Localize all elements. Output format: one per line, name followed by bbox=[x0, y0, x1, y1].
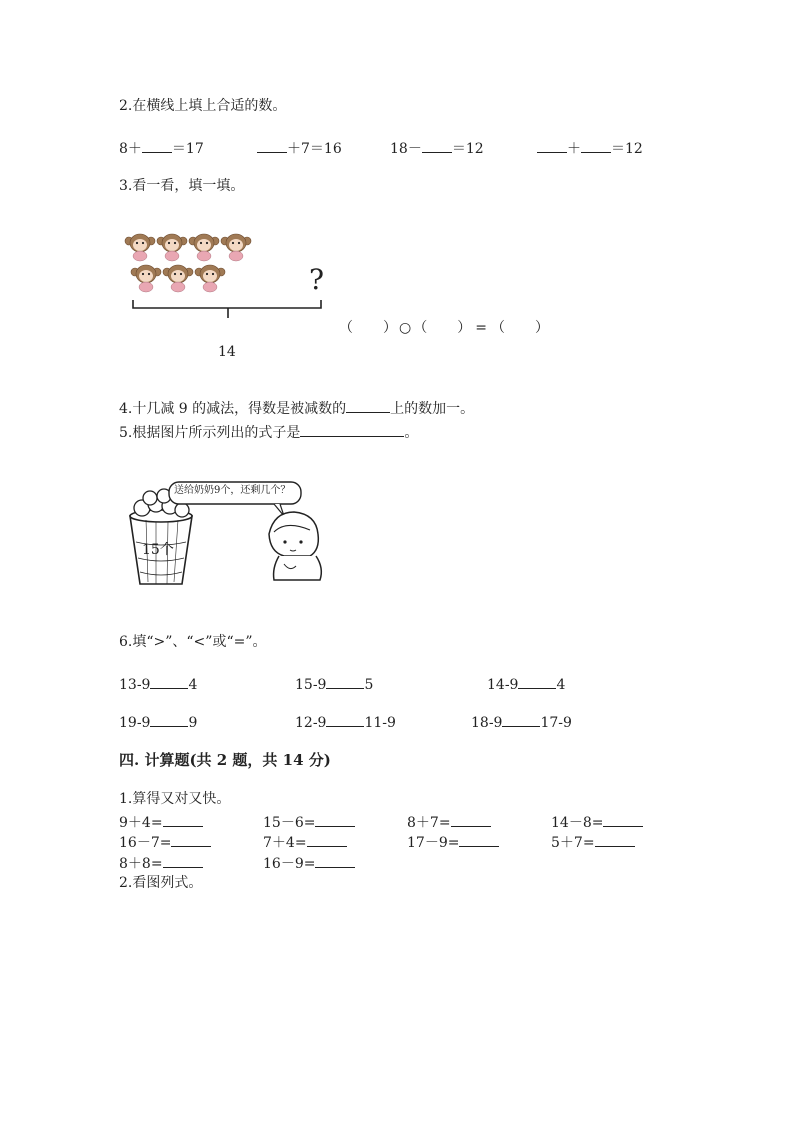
compare-left: 14-9 bbox=[487, 677, 519, 693]
compare-left: 19-9 bbox=[119, 715, 151, 731]
monkey-figure bbox=[157, 234, 187, 261]
calc-expression: 17－9= bbox=[407, 835, 460, 851]
compare-left: 15-9 bbox=[295, 677, 327, 693]
answer-blank[interactable] bbox=[163, 812, 203, 827]
q-last-title: 2.看图列式。 bbox=[119, 875, 203, 891]
calc-title: 1.算得又对又快。 bbox=[119, 791, 231, 807]
compare-item bbox=[487, 674, 565, 694]
calc-item bbox=[551, 832, 635, 852]
calc-expression: 8＋8= bbox=[119, 856, 163, 872]
q4-text: 4.十几减 9 的减法，得数是被减数的 bbox=[119, 401, 347, 417]
compare-right: 9 bbox=[188, 715, 198, 731]
q3-equation bbox=[339, 319, 549, 337]
paren-open: （ bbox=[339, 320, 353, 336]
answer-blank[interactable] bbox=[257, 138, 287, 153]
paren-open: （ bbox=[413, 320, 428, 336]
answer-blank[interactable] bbox=[518, 674, 556, 689]
paren-open: （ bbox=[490, 320, 505, 336]
monkey-figure bbox=[189, 234, 219, 261]
q2-item-4-mid: ＋ bbox=[567, 141, 581, 157]
q4-text-end: 上的数加一。 bbox=[390, 401, 475, 417]
answer-blank[interactable] bbox=[459, 832, 499, 847]
compare-item bbox=[295, 712, 396, 732]
calc-expression: 14－8= bbox=[551, 815, 604, 831]
q2-title: 2.在横线上填上合适的数。 bbox=[119, 98, 287, 114]
compare-left: 13-9 bbox=[119, 677, 151, 693]
total-label: 14 bbox=[218, 344, 236, 360]
answer-blank[interactable] bbox=[581, 138, 611, 153]
q2-item-2-post: ＋7＝16 bbox=[287, 141, 342, 157]
answer-blank[interactable] bbox=[171, 832, 211, 847]
paren-close: ） bbox=[383, 320, 397, 336]
monkey-figure bbox=[163, 265, 193, 292]
question-mark: ? bbox=[309, 263, 325, 296]
answer-blank[interactable] bbox=[451, 812, 491, 827]
answer-blank[interactable] bbox=[315, 853, 355, 868]
equals-sign: = bbox=[475, 320, 487, 336]
answer-blank[interactable] bbox=[150, 674, 188, 689]
calc-expression: 9＋4= bbox=[119, 815, 163, 831]
compare-left: 12-9 bbox=[295, 715, 327, 731]
calc-expression: 5＋7= bbox=[551, 835, 595, 851]
calc-expression: 15－6= bbox=[263, 815, 316, 831]
q5-text: 5.根据图片所示列出的式子是 bbox=[119, 425, 301, 441]
calc-item bbox=[407, 812, 491, 832]
answer-blank[interactable] bbox=[422, 138, 452, 153]
q5-text-end: 。 bbox=[404, 425, 419, 441]
answer-blank[interactable] bbox=[326, 674, 364, 689]
calc-expression: 16－9= bbox=[263, 856, 316, 872]
q2-item-4 bbox=[537, 138, 643, 158]
compare-item bbox=[295, 674, 373, 694]
calc-item bbox=[119, 812, 203, 832]
calc-expression: 16－7= bbox=[119, 835, 172, 851]
section-heading: 四. 计算题(共 2 题，共 14 分) bbox=[119, 751, 331, 769]
calc-item bbox=[119, 832, 211, 852]
paren-close: ） bbox=[457, 320, 472, 336]
answer-blank[interactable] bbox=[502, 712, 540, 727]
monkey-figure bbox=[195, 265, 225, 292]
compare-right: 5 bbox=[364, 677, 374, 693]
compare-right: 11-9 bbox=[364, 715, 396, 731]
q4-line bbox=[119, 398, 474, 418]
answer-blank[interactable] bbox=[595, 832, 635, 847]
q2-item-1-pre: 8＋ bbox=[119, 141, 142, 157]
answer-blank[interactable] bbox=[150, 712, 188, 727]
monkey-figure bbox=[221, 234, 251, 261]
compare-right: 4 bbox=[556, 677, 566, 693]
compare-right: 4 bbox=[188, 677, 198, 693]
answer-blank[interactable] bbox=[300, 422, 404, 437]
calc-item bbox=[263, 832, 347, 852]
calc-expression: 8＋7= bbox=[407, 815, 451, 831]
answer-blank[interactable] bbox=[307, 832, 347, 847]
q2-item-2 bbox=[257, 138, 342, 158]
q6-title: 6.填“>”、“<”或“=”。 bbox=[119, 634, 267, 650]
q2-item-3 bbox=[390, 138, 484, 158]
monkey-figure bbox=[131, 265, 161, 292]
compare-item bbox=[471, 712, 572, 732]
q2-item-4-post: ＝12 bbox=[611, 141, 643, 157]
compare-item bbox=[119, 674, 197, 694]
q2-item-1 bbox=[119, 138, 204, 158]
calc-item bbox=[551, 812, 643, 832]
calc-item bbox=[263, 853, 355, 873]
monkey-figure bbox=[125, 234, 155, 261]
speech-bubble-text: 送给奶奶9个，还剩几个？ bbox=[174, 485, 291, 496]
calc-item bbox=[119, 853, 203, 873]
compare-left: 18-9 bbox=[471, 715, 503, 731]
paren-close: ） bbox=[534, 320, 549, 336]
q2-item-3-post: ＝12 bbox=[451, 141, 484, 157]
answer-blank[interactable] bbox=[326, 712, 364, 727]
answer-blank[interactable] bbox=[163, 853, 203, 868]
monkeys-illustration bbox=[124, 230, 259, 300]
answer-blank[interactable] bbox=[346, 398, 390, 413]
q3-title: 3.看一看，填一填。 bbox=[119, 178, 245, 194]
q2-item-3-pre: 18－ bbox=[390, 141, 422, 157]
answer-blank[interactable] bbox=[603, 812, 643, 827]
calc-item bbox=[263, 812, 355, 832]
answer-blank[interactable] bbox=[315, 812, 355, 827]
q5-line bbox=[119, 422, 418, 442]
compare-item bbox=[119, 712, 197, 732]
calc-expression: 7＋4= bbox=[263, 835, 307, 851]
answer-blank[interactable] bbox=[537, 138, 567, 153]
basket-label: 15个 bbox=[142, 542, 174, 558]
q2-item-1-post: ＝17 bbox=[171, 141, 204, 157]
compare-right: 17-9 bbox=[540, 715, 572, 731]
answer-blank[interactable] bbox=[142, 138, 172, 153]
operator-circle[interactable]: ○ bbox=[399, 320, 412, 336]
calc-item bbox=[407, 832, 499, 852]
brace-bracket bbox=[131, 298, 326, 320]
